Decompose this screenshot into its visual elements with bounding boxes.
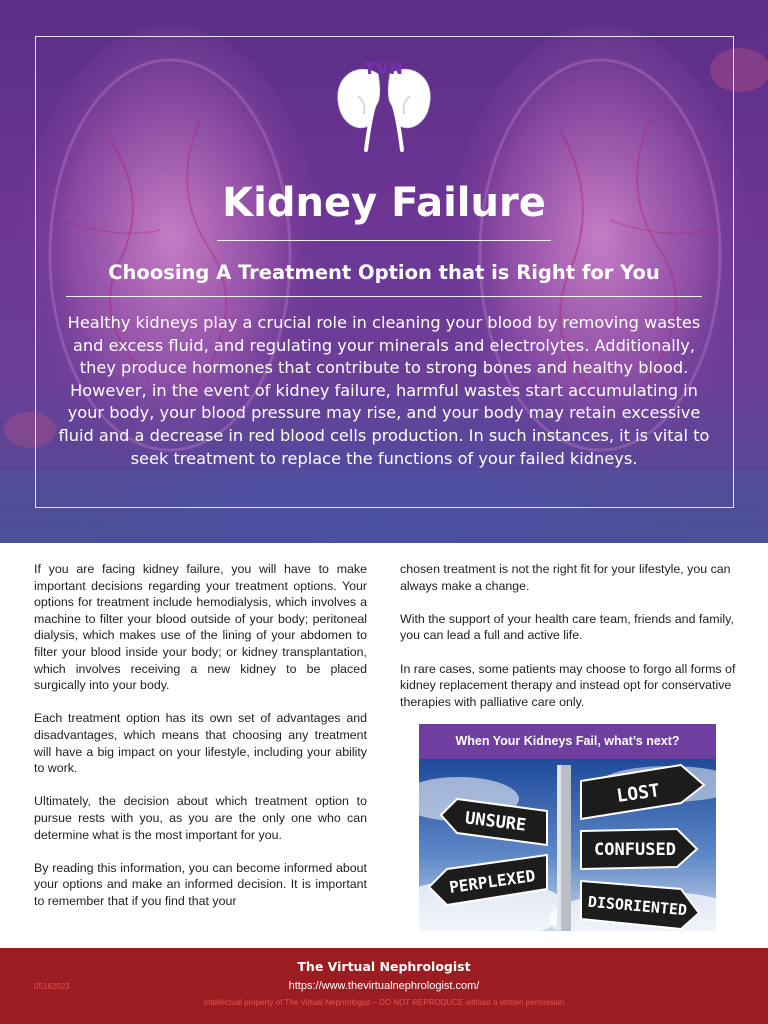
subtitle-divider <box>66 296 702 297</box>
logo-text: TVN <box>364 59 404 78</box>
paragraph-decision: Ultimately, the decision about which treatment option to pursue rests with you, as you are the only one who can determine what is the most important for you. <box>34 794 367 842</box>
document-code: 05162023 <box>34 982 70 991</box>
title-divider <box>217 240 551 241</box>
figure-caption: When Your Kidneys Fail, what’s next? <box>419 724 716 759</box>
article-body <box>0 543 768 948</box>
sign-disoriented: DISORIENTED <box>587 892 688 920</box>
left-column <box>34 561 367 926</box>
signpost-figure <box>419 724 716 931</box>
copyright-notice: Intellectual property of The Virtual Nephrologist – DO NOT REPRODUCE without a written permission <box>203 998 565 1007</box>
footer-brand: The Virtual Nephrologist <box>297 959 471 974</box>
signpost-image <box>419 759 716 931</box>
paragraph-advantages: Each treatment option has its own set of advantages and disadvantages, which means that choosing any treatment will have a big impact on your lifestyle, including your ability to work. <box>34 711 367 776</box>
sign-perplexed: PERPLEXED <box>447 866 537 897</box>
intro-paragraph: Healthy kidneys play a crucial role in cleaning your blood by removing wastes and excess fluid, and regulating your minerals and electrolytes. Additionally, they produce hormones that contribute to strong bones and healthy blood. However, in the event of kidney failure, harmful wastes start accumulating in your body, your blood pressure may rise, and your body may retain excessive fluid and a decrease in red blood cells production. In such instances, it is vital to seek treatment to replace the functions of your failed kidneys. <box>58 313 710 468</box>
website-link[interactable]: https://www.thevirtualnephrologist.com/ <box>288 980 480 992</box>
sign-lost: LOST <box>615 780 662 807</box>
sign-unsure: UNSURE <box>463 808 528 836</box>
tvn-logo <box>330 60 438 152</box>
paragraph-treatment-options: If you are facing kidney failure, you will have to make important decisions regarding your treatment options. Your options for treatment include hemodialysis, which involves a machine to filter your blood outside of your body; peritoneal dialysis, which makes use of the lining of your abdomen to filter your blood inside your body; or kidney transplantation, which involves receiving a new kidney to be placed surgically into your body. <box>34 562 367 693</box>
page-title: Kidney Failure <box>222 180 546 226</box>
page-footer <box>0 948 768 1024</box>
right-column <box>400 561 736 727</box>
page-subtitle: Choosing A Treatment Option that is Right for You <box>108 261 660 284</box>
paragraph-conservative: In rare cases, some patients may choose to forgo all forms of kidney replacement therapy and instead opt for conservative therapies with palliative care only. <box>400 661 736 709</box>
paragraph-informed: By reading this information, you can become informed about your options and make an informed decision. It is important to remember that if you find that your <box>34 860 367 908</box>
sign-confused: CONFUSED <box>594 840 676 860</box>
paragraph-support: With the support of your health care team, friends and family, you can lead a full and active life. <box>400 611 734 643</box>
paragraph-change: chosen treatment is not the right fit for your lifestyle, you can always make a change. <box>400 562 731 593</box>
